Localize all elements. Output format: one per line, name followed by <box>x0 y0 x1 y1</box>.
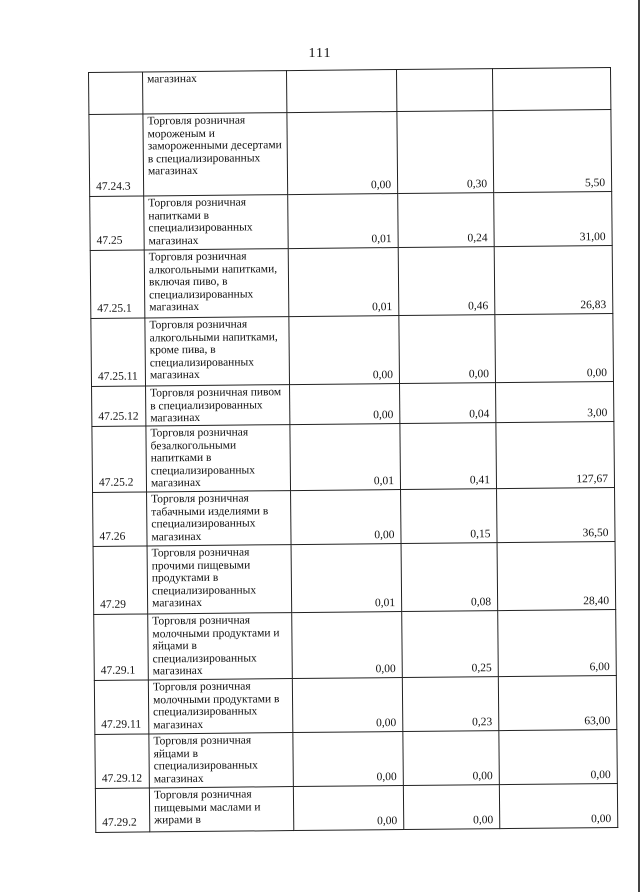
table-row <box>92 421 615 492</box>
row-value-3: 5,50 <box>493 109 612 192</box>
row-value-3: 6,00 <box>498 609 617 676</box>
row-value-2: 0,08 <box>401 543 498 612</box>
row-value-1: 0,00 <box>292 612 403 679</box>
table-row <box>94 609 617 680</box>
table-row <box>92 381 614 426</box>
row-value-1: 0,00 <box>292 678 403 733</box>
row-name: Торговля розничная яйцами в специализированных магазинах <box>149 733 294 788</box>
row-value-2: 0,24 <box>398 193 495 248</box>
row-name: Торговля розничная пивом в специализированных магазинах <box>146 385 290 426</box>
row-value-1: 0,00 <box>290 384 400 425</box>
row-value-2: 0,46 <box>398 247 495 316</box>
table-row <box>95 729 617 788</box>
row-name: Торговля розничная напитками в специализированных магазинах <box>144 195 289 250</box>
row-value-1: 0,00 <box>291 490 402 545</box>
row-value-3: 26,83 <box>494 245 613 314</box>
row-value-3: 63,00 <box>498 675 617 730</box>
row-value-2 <box>396 69 492 112</box>
row-value-1: 0,01 <box>290 424 401 491</box>
row-value-2: 0,00 <box>403 731 500 786</box>
row-value-3: 36,50 <box>497 487 616 542</box>
row-code: 47.26 <box>93 492 148 547</box>
row-value-2: 0,04 <box>400 383 496 424</box>
row-value-1: 0,00 <box>287 112 398 195</box>
row-code: 47.29.11 <box>94 680 149 735</box>
row-value-2: 0,15 <box>401 489 498 544</box>
table-row <box>94 675 616 734</box>
row-code: 47.25 <box>90 196 145 251</box>
row-value-2: 0,23 <box>402 677 499 732</box>
row-value-3: 0,00 <box>495 313 614 382</box>
row-name: магазинах <box>143 71 287 114</box>
row-value-2: 0,00 <box>403 785 499 830</box>
table-row <box>89 109 612 196</box>
row-code: 47.24.3 <box>89 114 144 197</box>
row-value-2: 0,00 <box>399 315 496 384</box>
table-row <box>95 783 617 832</box>
row-value-3: 0,00 <box>499 783 617 828</box>
table-row <box>91 313 614 386</box>
row-value-1: 0,01 <box>288 248 399 317</box>
row-name: Торговля розничная алкогольными напитками, кроме пива, в специализированных магазинах <box>145 317 290 386</box>
row-name: Торговля розничная прочими пищевыми продуктами в специализированных магазинах <box>147 545 292 614</box>
table-row <box>93 541 616 614</box>
row-code: 47.25.12 <box>92 386 146 427</box>
table-row <box>90 191 612 250</box>
row-name: Торговля розничная табачными изделиями в специализированных магазинах <box>147 491 292 546</box>
row-value-1: 0,00 <box>293 732 404 787</box>
row-code <box>89 72 143 115</box>
row-name: Торговля розничная молочными продуктами в специализированных магазинах <box>148 679 293 734</box>
row-code: 47.29.12 <box>95 734 150 789</box>
row-name: Торговля розничная мороженым и замороженными десертами в специализированных магазинах <box>143 113 288 196</box>
row-value-1: 0,01 <box>291 544 402 613</box>
row-code: 47.29.2 <box>95 788 149 833</box>
row-value-1: 0,01 <box>288 194 399 249</box>
row-name: Торговля розничная безалкогольными напитками в специализированных магазинах <box>146 425 291 492</box>
row-value-2: 0,41 <box>400 423 497 490</box>
row-code: 47.29.1 <box>94 614 149 681</box>
row-code: 47.25.1 <box>90 250 145 319</box>
page-number: 111 <box>308 46 332 61</box>
row-value-3: 0,00 <box>499 729 618 784</box>
activity-table <box>88 67 618 833</box>
row-value-1 <box>286 70 396 113</box>
row-code: 47.25.2 <box>92 426 147 493</box>
row-value-1: 0,00 <box>289 316 400 385</box>
row-value-3: 3,00 <box>496 381 614 422</box>
row-code: 47.29 <box>93 546 148 615</box>
table-row <box>93 487 615 546</box>
row-name: Торговля розничная алкогольными напитками, включая пиво, в специализированных магазинах <box>144 249 289 318</box>
row-code: 47.25.11 <box>91 318 146 387</box>
table-row <box>90 245 613 318</box>
row-name: Торговля розничная молочными продуктами и яйцами в специализированных магазинах <box>148 613 293 680</box>
row-name: Торговля розничная пищевыми маслами и жирами в <box>149 787 293 832</box>
table-row <box>89 67 611 114</box>
row-value-3 <box>492 67 610 110</box>
row-value-2: 0,30 <box>397 111 494 194</box>
row-value-3: 28,40 <box>497 541 616 610</box>
row-value-3: 127,67 <box>496 421 615 488</box>
row-value-1: 0,00 <box>293 786 403 831</box>
row-value-3: 31,00 <box>494 191 613 246</box>
row-value-2: 0,25 <box>402 611 499 678</box>
